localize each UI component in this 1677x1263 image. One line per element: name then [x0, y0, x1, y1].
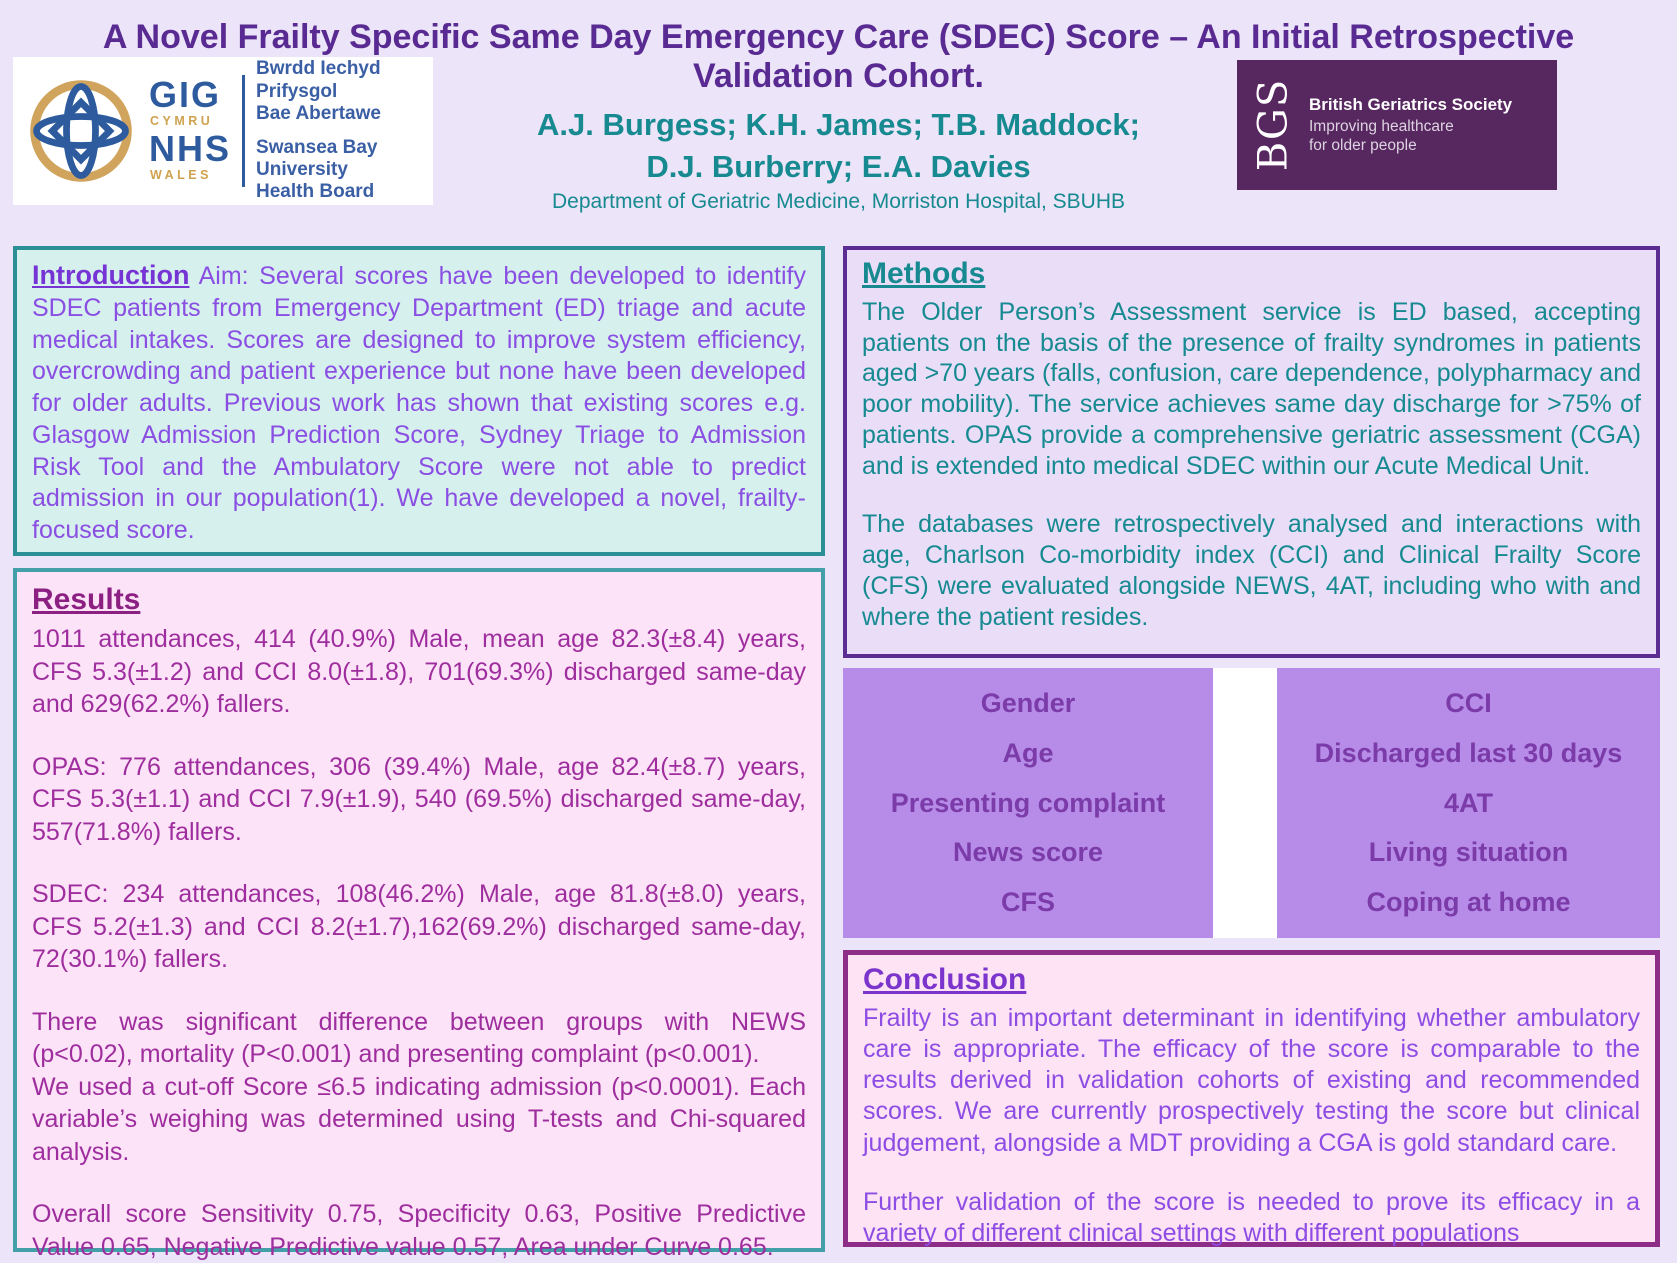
results-paragraph: 1011 attendances, 414 (40.9%) Male, mean age 82.3(±8.4) years, CFS 5.3(±1.2) and CCI 8.0(±1.8), 701(69.3%) discharged same-day and 629(62.2%) fallers. — [32, 625, 806, 718]
authors-line1: A.J. Burgess; K.H. James; T.B. Maddock; — [537, 107, 1140, 142]
score-variable-item: Living situation — [1368, 837, 1569, 868]
methods-paragraph: The databases were retrospectively analysed and interactions with age, Charlson Co-morbidity index (CCI) and Clinical Frailty Score (CFS) were evaluated alongside NEWS, 4AT, including who with and where the patient resides. — [862, 510, 1641, 631]
methods-paragraph: The Older Person’s Assessment service is ED based, accepting patients on the basis of the presence of frailty syndromes in patients aged >70 years (falls, confusion, care dependence, polypharmacy and poor mobility). The service achieves same day discharge for >75% of patients. OPAS provide a comprehensive geriatric assessment (CGA) and is extended into medical SDEC within our Acute Medical Unit. — [862, 297, 1641, 480]
score-variable-item: CCI — [1445, 688, 1492, 718]
nhs-wales-wordmark — [149, 73, 232, 186]
score-variables-row — [843, 668, 1660, 938]
results-paragraph: There was significant difference between groups with NEWS (p<0.02), mortality (P<0.001) and presenting complaint (p<0.001). — [32, 1007, 806, 1068]
bgs-tagline-line1: Improving healthcare — [1309, 118, 1454, 136]
introduction-section — [13, 246, 825, 556]
methods-heading: Methods — [862, 257, 986, 290]
health-board-name — [256, 58, 427, 203]
nhs-gig-text: GIG — [149, 73, 222, 115]
results-paragraph: SDEC: 234 attendances, 108(46.2%) Male, age 81.8(±8.0) years, CFS 5.2(±1.3) and CCI 8.2(±1.7),162(69.2%) discharged same-day, 72(30.1%) fallers. — [32, 880, 806, 973]
results-paragraph: We used a cut-off Score ≤6.5 indicating admission (p<0.0001). Each variable’s weighing was determined using T-tests and Chi-squared analysis. — [32, 1072, 806, 1166]
score-variable-item: Age — [1002, 737, 1054, 768]
nhs-wales-knot-icon — [23, 73, 139, 189]
methods-section — [843, 246, 1660, 658]
department-affiliation: Department of Geriatric Medicine, Morriston Hospital, SBUHB — [551, 190, 1126, 213]
score-variable-item: News score — [952, 837, 1104, 868]
nhs-logo-divider — [242, 75, 245, 187]
bgs-initials-icon: BGS — [1250, 78, 1296, 172]
conclusion-heading: Conclusion — [863, 963, 1027, 996]
score-variable-item: Coping at home — [1366, 887, 1571, 917]
conclusion-section — [843, 950, 1660, 1247]
nhs-wales-text: WALES — [150, 168, 212, 182]
results-heading: Results — [32, 583, 141, 616]
health-board-english-line2: Health Board — [256, 181, 375, 203]
nhs-cymru-text: CYMRU — [150, 113, 214, 128]
title-line2: Validation Cohort. — [693, 57, 984, 96]
nhs-nhs-text: NHS — [149, 128, 232, 169]
title-line1: A Novel Frailty Specific Same Day Emergency Care (SDEC) Score – An Initial Retrospective — [102, 18, 1575, 56]
bgs-tagline-line2: for older people — [1309, 136, 1417, 154]
results-paragraph: OPAS: 776 attendances, 306 (39.4%) Male, age 82.4(±8.7) years, CFS 5.3(±1.1) and CCI 7.9(±1.9), 540 (69.5%) discharged same-day, 557(71.8%) fallers. — [32, 752, 806, 846]
introduction-text — [32, 258, 806, 547]
health-board-english-line1: Swansea Bay University — [256, 136, 378, 180]
health-board-welsh-line1: Bwrdd Iechyd Prifysgol — [256, 58, 381, 102]
score-variable-item: 4AT — [1443, 787, 1493, 818]
bgs-name: British Geriatrics Society — [1309, 95, 1513, 115]
conclusion-paragraph: Further validation of the score is needed to prove its efficacy in a variety of different clinical settings with different populations — [863, 1187, 1640, 1247]
authors-line2: D.J. Burberry; E.A. Davies — [646, 148, 1031, 184]
score-variable-item: CFS — [1001, 887, 1055, 917]
introduction-heading: Introduction — [32, 260, 190, 290]
results-paragraph: Overall score Sensitivity 0.75, Specificity 0.63, Positive Predictive Value 0.65, Negative Predictive value 0.57, Area under Curve 0.65. — [32, 1200, 806, 1261]
score-variables-right-box — [1277, 668, 1660, 938]
conclusion-paragraph: Frailty is an important determinant in identifying whether ambulatory care is appropriate. The efficacy of the score is comparable to the results derived in validation cohorts of existing and recommended scores. We are currently prospectively testing the score but clinical judgement, alongside a MDT providing a CGA is gold standard care. — [863, 1003, 1640, 1157]
bgs-wordmark — [1309, 95, 1512, 155]
nhs-wales-logo — [13, 57, 433, 205]
introduction-body: Aim: Several scores have been developed to identify SDEC patients from Emergency Department (ED) triage and acute medical intakes. Scores are designed to improve system efficiency, overcrowding and patient experience but none have been developed for older adults. Previous work has shown that existing scores e.g. Glasgow Admission Prediction Score, Sydney Triage to Admission Risk Tool and the Ambulatory Score were not able to predict admission in our population(1). We have developed a novel, frailty-focused score. — [32, 262, 806, 544]
health-board-welsh-line2: Bae Abertawe — [256, 103, 381, 125]
score-variables-left-box — [843, 668, 1213, 938]
results-section — [13, 568, 825, 1261]
score-variables-gap — [1213, 668, 1277, 938]
score-variable-item: Gender — [980, 688, 1076, 718]
score-variable-item: Discharged last 30 days — [1314, 737, 1623, 768]
bgs-logo — [1237, 60, 1557, 190]
score-variable-item: Presenting complaint — [890, 787, 1166, 818]
